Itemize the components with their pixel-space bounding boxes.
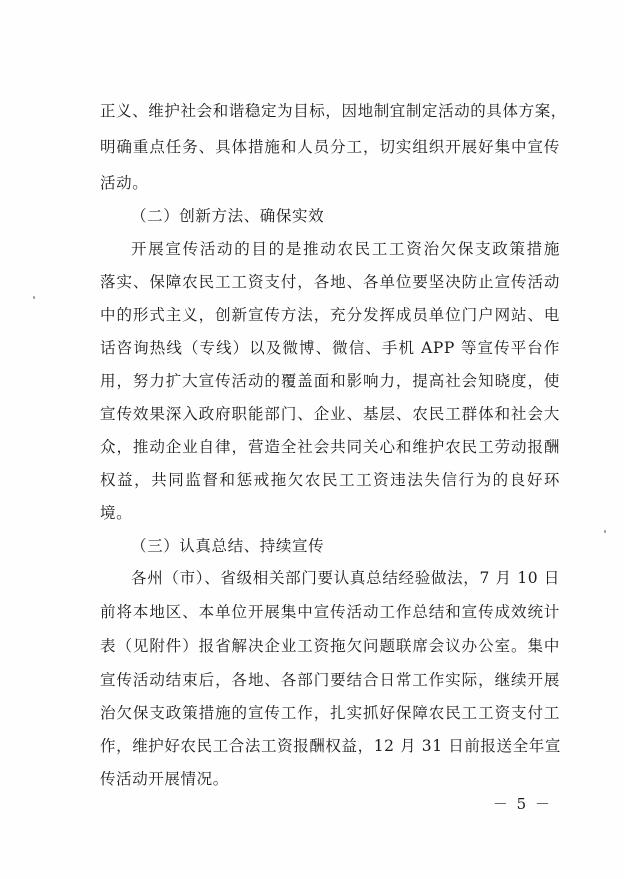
paragraph-line: 用，努力扩大宣传活动的覆盖面和影响力，提高社会知晓度，使 [100,372,560,390]
paragraph-line: 众，推动企业自律，营造全社会共同关心和维护农民工劳动报酬 [100,438,560,456]
paragraph-line: 作，维护好农民工合法工资报酬权益，12 月 31 日前报送全年宣 [100,737,561,755]
paragraph-line: 落实、保障农民工工资支付，各地、各单位要坚决防止宣传活动 [100,273,560,291]
scan-speck [604,530,606,533]
section-heading: （三）认真总结、持续宣传 [131,537,325,555]
paragraph-line: 表（见附件）报省解决企业工资拖欠问题联席会议办公室。集中 [100,637,560,655]
paragraph-line: 宣传活动结束后，各地、各部门要结合日常工作实际，继续开展 [100,671,560,689]
section-heading: （二）创新方法、确保实效 [131,207,325,225]
paragraph-line: 宣传效果深入政府职能部门、企业、基层、农民工群体和社会大 [100,405,560,423]
paragraph-line: 前将本地区、本单位开展集中宣传活动工作总结和宣传成效统计 [100,603,560,621]
paragraph-line: 话咨询热线（专线）以及微博、微信、手机 APP 等宣传平台作 [100,339,560,357]
paragraph-line: 明确重点任务、具体措施和人员分工，切实组织开展好集中宣传 [100,138,560,156]
paragraph-line: 权益，共同监督和惩戒拖欠农民工工资违法失信行为的良好环 [100,471,560,489]
paragraph-line: 开展宣传活动的目的是推动农民工工资治欠保支政策措施 [131,240,560,258]
paragraph-line: 正义、维护社会和谐稳定为目标，因地制宜制定活动的具体方案， [100,102,567,120]
scan-speck [33,296,35,299]
paragraph-line: 各州（市）、省级相关部门要认真总结经验做法，7 月 10 日 [131,569,560,587]
paragraph-line: 境。 [100,504,133,522]
paragraph-line: 传活动开展情况。 [100,770,229,788]
paragraph-line: 活动。 [100,174,149,192]
paragraph-line: 中的形式主义，创新宣传方法，充分发挥成员单位门户网站、电 [100,306,560,324]
paragraph-line: 治欠保支政策措施的宣传工作，扎实抓好保障农民工工资支付工 [100,704,560,722]
page-number: － 5 － [492,795,552,813]
